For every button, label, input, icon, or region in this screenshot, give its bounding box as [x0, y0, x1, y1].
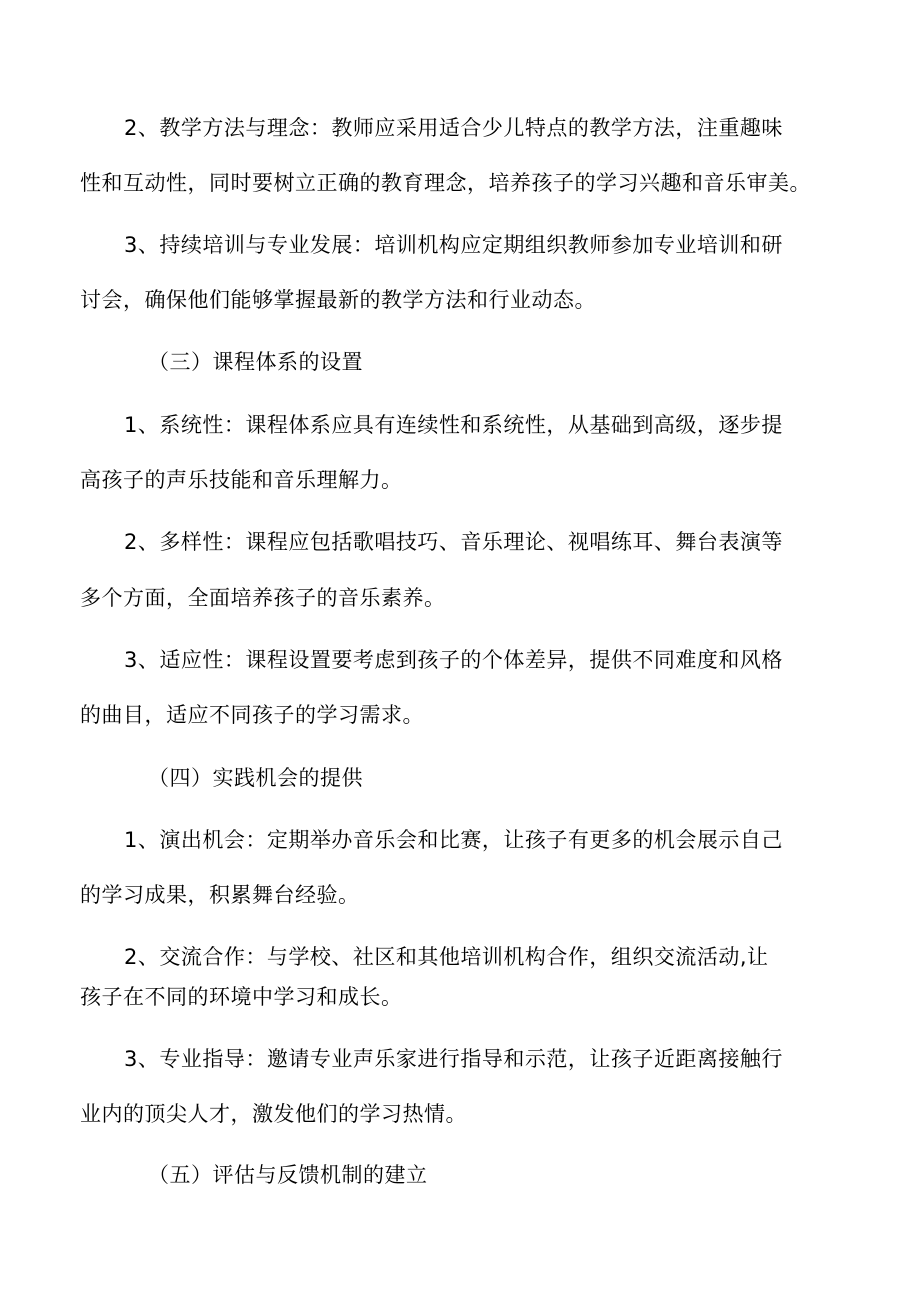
heading-practice-opportunities: （四）实践机会的提供: [148, 766, 363, 790]
paragraph-line: 讨会，确保他们能够掌握最新的教学方法和行业动态。: [80, 288, 596, 312]
paragraph-line: 性和互动性，同时要树立正确的教育理念，培养孩子的学习兴趣和音乐审美。: [80, 171, 811, 195]
paragraph-line: 多个方面，全面培养孩子的音乐素养。: [80, 586, 446, 610]
paragraph-line: 2、交流合作：与学校、社区和其他培训机构合作，组织交流活动,让: [124, 945, 769, 969]
paragraph-line: 3、持续培训与专业发展：培训机构应定期组织教师参加专业培训和研: [124, 233, 783, 257]
paragraph-line: 业内的顶尖人才，激发他们的学习热情。: [80, 1102, 467, 1126]
paragraph-line: 的学习成果，积累舞台经验。: [80, 883, 360, 907]
paragraph-line: 高孩子的声乐技能和音乐理解力。: [80, 468, 403, 492]
paragraph-line: 3、专业指导：邀请专业声乐家进行指导和示范，让孩子近距离接触行: [124, 1047, 783, 1071]
paragraph-line: 1、系统性：课程体系应具有连续性和系统性，从基础到高级，逐步提: [124, 413, 783, 437]
paragraph-line: 的曲目，适应不同孩子的学习需求。: [80, 703, 424, 727]
paragraph-line: 孩子在不同的环境中学习和成长。: [80, 985, 403, 1009]
heading-curriculum-system: （三）课程体系的设置: [148, 350, 363, 374]
paragraph-line: 3、适应性：课程设置要考虑到孩子的个体差异，提供不同难度和风格: [124, 648, 783, 672]
paragraph-line: 1、演出机会：定期举办音乐会和比赛，让孩子有更多的机会展示自己: [124, 828, 783, 852]
paragraph-line: 2、教学方法与理念：教师应采用适合少儿特点的教学方法，注重趣味: [124, 116, 783, 140]
heading-evaluation-feedback: （五）评估与反馈机制的建立: [148, 1163, 428, 1187]
paragraph-line: 2、多样性：课程应包括歌唱技巧、音乐理论、视唱练耳、舞台表演等: [124, 530, 783, 554]
